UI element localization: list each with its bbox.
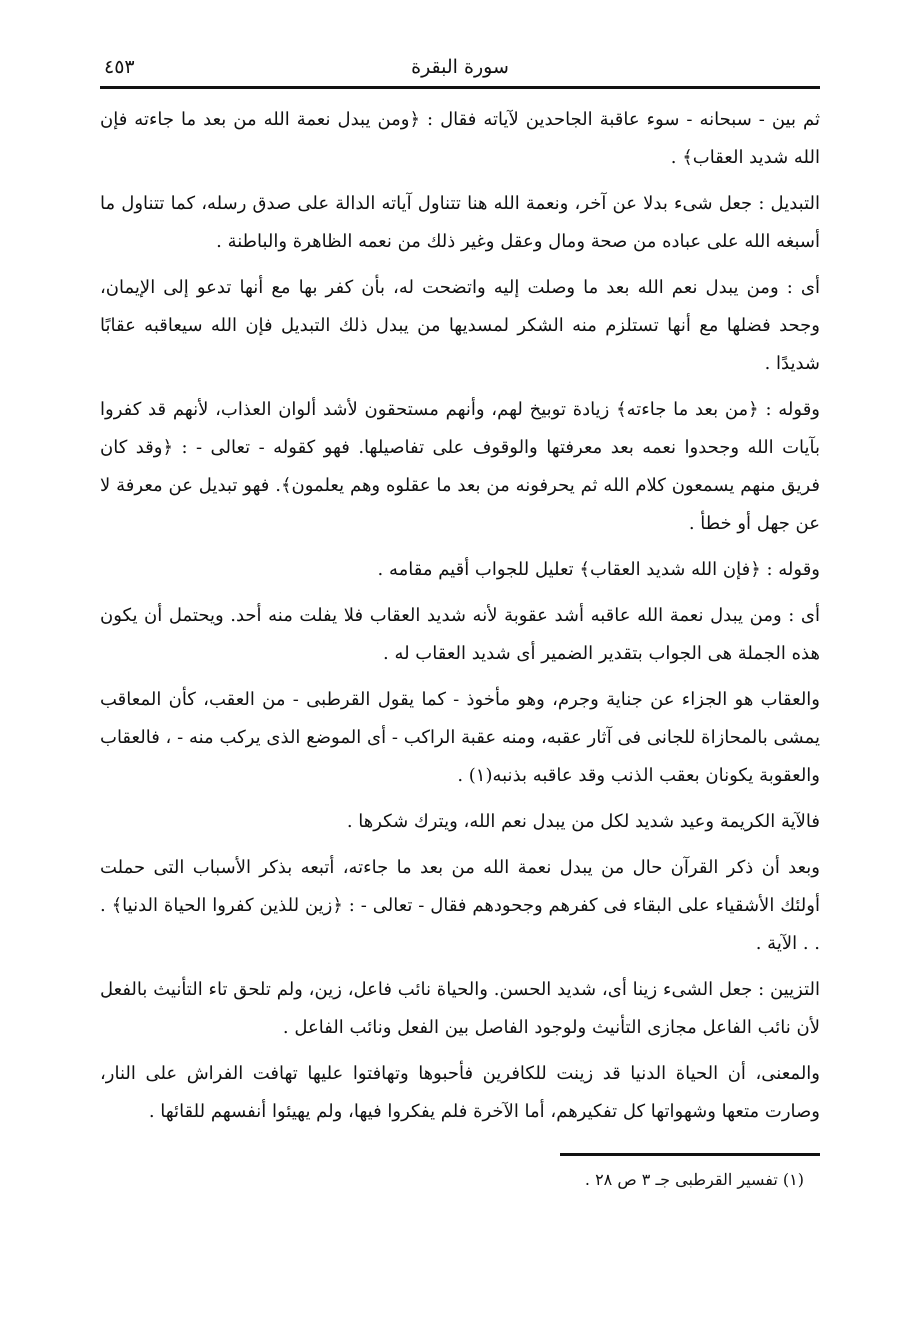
footnote-divider (560, 1153, 820, 1156)
surah-title: سورة البقرة (411, 56, 509, 78)
paragraph: أى : ومن يبدل نعمة الله عاقبه أشد عقوبة لأنه شديد العقاب فلا يفلت منه أحد. ويحتمل أن يكون هذه الجملة هى الجواب بتقدير الضمير أى شديد العقاب له . (100, 605, 820, 664)
paragraph: التزيين : جعل الشىء زينا أى، شديد الحسن. والحياة نائب فاعل، زين، ولم تلحق تاء التأنيث بالفعل لأن نائب الفاعل مجازى التأنيث ولوجود الفاصل بين الفعل ونائب الفاعل . (100, 979, 820, 1038)
page-number: ٤٥٣ (104, 56, 135, 78)
paragraph: وبعد أن ذكر القرآن حال من يبدل نعمة الله من بعد ما جاءته، أتبعه بذكر الأسباب التى حملت أولئك الأشقياء على البقاء فى كفرهم وجحودهم فقال - تعالى - : ﴿زين للذين كفروا الحياة الدنيا﴾ . . . الآية . (100, 857, 820, 954)
footnote: (١) تفسير القرطبى جـ ٣ ص ٢٨ . (584, 1170, 804, 1189)
paragraph: وقوله : ﴿من بعد ما جاءته﴾ زيادة توبيخ لهم، وأنهم مستحقون لأشد ألوان العذاب، لأنهم قد كفروا بآيات الله وجحدوا نعمه بعد معرفتها والوقوف على تفاصيلها. فهو كقوله - تعالى - : ﴿وقد كان فريق منهم يسمعون كلام الله ثم يحرفونه من بعد ما عقلوه وهم يعلمون﴾. فهو تبديل عن معرفة لا عن جهل أو خطأ . (100, 399, 820, 534)
paragraph: أى : ومن يبدل نعم الله بعد ما وصلت إليه واتضحت له، بأن كفر بها مع أنها تدعو إلى الإيمان، وجحد فضلها مع أنها تستلزم منه الشكر لمسديها من يبدل ذلك التبديل فإن الله سيعاقبه عقابًا شديدًا . (100, 277, 820, 374)
paragraph: فالآية الكريمة وعيد شديد لكل من يبدل نعم الله، ويترك شكرها . (346, 811, 820, 832)
running-header (100, 50, 820, 89)
paragraph: والمعنى، أن الحياة الدنيا قد زينت للكافرين فأحبوها وتهافتوا عليها تهافت الفراش على النار، وصارت متعها وشهواتها كل تفكيرهم، أما الآخرة فلم يفكروا فيها، ولم يهيئوا أنفسهم للقائها . (100, 1063, 820, 1122)
page-body (100, 101, 820, 1131)
book-page (100, 50, 820, 1192)
paragraph: التبديل : جعل شىء بدلا عن آخر، ونعمة الله هنا تتناول آياته الدالة على صدق رسله، كما تتناول ما أسبغه الله على عباده من صحة ومال وعقل وغير ذلك من نعمه الظاهرة والباطنة . (100, 193, 820, 252)
paragraph: ثم بين - سبحانه - سوء عاقبة الجاحدين لآياته فقال : ﴿ومن يبدل نعمة الله من بعد ما جاءته فإن الله شديد العقاب﴾ . (100, 109, 820, 168)
paragraph: وقوله : ﴿فإن الله شديد العقاب﴾ تعليل للجواب أقيم مقامه . (377, 559, 820, 580)
paragraph: والعقاب هو الجزاء عن جناية وجرم، وهو مأخوذ - كما يقول القرطبى - من العقب، كأن المعاقب يمشى بالمحازاة للجانى فى آثار عقبه، ومنه عقبة الراكب - أى الموضع الذى يركب منه - ، فالعقاب والعقوبة يكونان بعقب الذنب وقد عاقبه بذنبه(١) . (100, 689, 820, 786)
